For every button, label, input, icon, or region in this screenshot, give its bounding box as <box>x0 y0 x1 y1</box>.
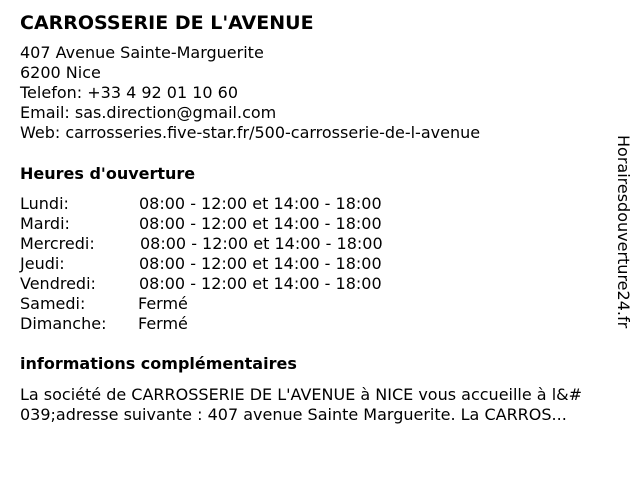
day-label: Jeudi: <box>20 254 65 273</box>
hours-value: 08:00 - 12:00 et 14:00 - 18:00 <box>139 214 382 233</box>
hours-value: 08:00 - 12:00 et 14:00 - 18:00 <box>140 234 383 253</box>
hours-value: 08:00 - 12:00 et 14:00 - 18:00 <box>139 194 382 213</box>
day-label: Dimanche: <box>20 314 107 333</box>
info-heading: informations complémentaires <box>20 354 297 373</box>
business-name: CARROSSERIE DE L'AVENUE <box>20 12 314 34</box>
hours-value: 08:00 - 12:00 et 14:00 - 18:00 <box>139 274 382 293</box>
site-watermark: Horairesdouverture24.fr <box>614 135 633 329</box>
hours-value: 08:00 - 12:00 et 14:00 - 18:00 <box>139 254 382 273</box>
contact-block <box>20 43 480 143</box>
website-url: Web: carrosseries.five-star.fr/500-carrosserie-de-l-avenue <box>20 123 481 142</box>
phone-number: Telefon: +33 4 92 01 10 60 <box>20 83 239 102</box>
day-label: Samedi: <box>20 294 86 313</box>
day-label: Mercredi: <box>20 234 95 253</box>
address-line-2: 6200 Nice <box>20 63 101 82</box>
info-description <box>20 385 625 425</box>
day-label: Mardi: <box>20 214 70 233</box>
info-line-2: 039;adresse suivante : 407 avenue Sainte Marguerite. La CARROS... <box>20 405 567 424</box>
hours-heading: Heures d'ouverture <box>20 164 196 183</box>
day-label: Vendredi: <box>20 274 96 293</box>
email-address: Email: sas.direction@gmail.com <box>20 103 277 122</box>
hours-value: Fermé <box>138 294 188 313</box>
hours-value: Fermé <box>138 314 188 333</box>
day-label: Lundi: <box>20 194 69 213</box>
info-line-1: La société de CARROSSERIE DE L'AVENUE à NICE vous accueille à l&# <box>20 385 583 404</box>
address-line-1: 407 Avenue Sainte-Marguerite <box>20 43 264 62</box>
